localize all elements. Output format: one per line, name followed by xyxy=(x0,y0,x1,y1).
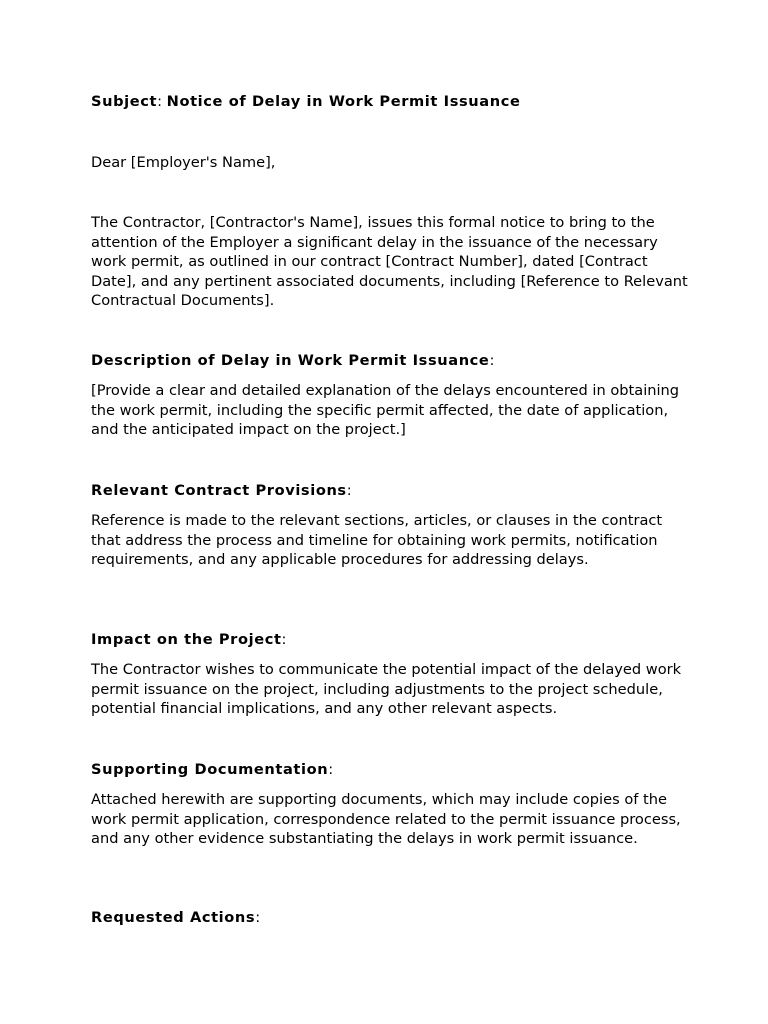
section-heading-contract-provisions xyxy=(91,481,691,501)
section-heading-colon: : xyxy=(489,352,495,369)
section-heading-text: Relevant Contract Provisions xyxy=(91,482,347,499)
subject-label: Subject xyxy=(91,93,158,110)
section-body-impact: The Contractor wishes to communicate the potential impact of the delayed work permit issuance on the project, including adjustments to the project schedule, potential financial implications, and any other relevant aspects. xyxy=(91,661,682,718)
section-heading-colon: : xyxy=(346,482,352,499)
intro-paragraph: The Contractor, [Contractor's Name], issues this formal notice to bring to the attention of the Employer a significant delay in the issuance of the necessary work permit, as outlined in our contract [Contract Number], dated [Contract Date], and any pertinent associated documents, including [Reference to Relevant Contractual Documents]. xyxy=(91,214,688,310)
section-heading-text: Impact on the Project xyxy=(91,631,282,648)
salutation: Dear [Employer's Name], xyxy=(91,154,276,171)
section-heading-impact xyxy=(91,630,691,650)
section-heading-supporting-docs xyxy=(91,760,691,780)
subject-colon: : xyxy=(157,93,162,110)
section-heading-colon: : xyxy=(281,631,287,648)
subject-title: Notice of Delay in Work Permit Issuance xyxy=(166,93,521,110)
section-heading-description xyxy=(91,351,691,371)
section-body-contract-provisions: Reference is made to the relevant sections, articles, or clauses in the contract that address the process and timeline for obtaining work permits, notification requirements, and any applicable procedures for addressing delays. xyxy=(91,512,663,569)
section-body-supporting-docs: Attached herewith are supporting documents, which may include copies of the work permit application, correspondence related to the permit issuance process, and any other evidence substantiating the delays in work permit issuance. xyxy=(91,791,681,848)
section-body-description: [Provide a clear and detailed explanation of the delays encountered in obtaining the work permit, including the specific permit affected, the date of application, and the anticipated impact on the project.] xyxy=(91,382,680,439)
section-heading-colon: : xyxy=(255,909,261,926)
section-heading-text: Description of Delay in Work Permit Issuance xyxy=(91,352,490,369)
subject-line xyxy=(91,92,691,112)
section-heading-requested-actions xyxy=(91,908,691,928)
section-heading-colon: : xyxy=(328,761,334,778)
section-heading-text: Supporting Documentation xyxy=(91,761,329,778)
section-heading-text: Requested Actions xyxy=(91,909,256,926)
